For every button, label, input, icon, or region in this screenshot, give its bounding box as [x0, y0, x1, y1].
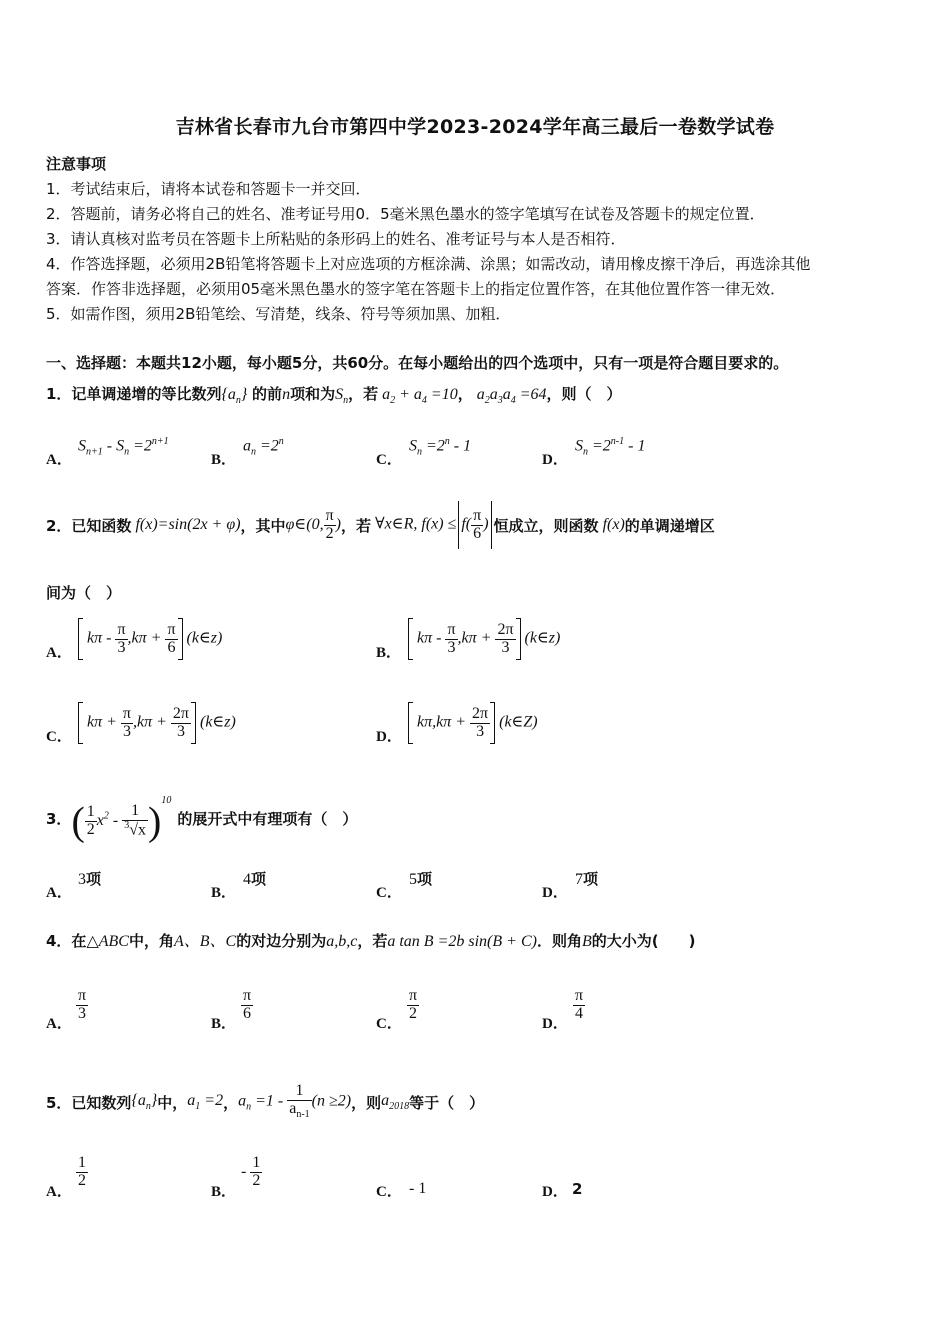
q2-option-a-label: A． [46, 645, 72, 661]
q4-option-b: $\frac{\pi}{6}$ [243, 987, 252, 1022]
notes-heading: 注意事项 [46, 155, 107, 173]
q5-option-c-label: C． [376, 1184, 402, 1200]
note-item: 4．作答选择题，必须用2B铅笔将答题卡上对应选项的方框涂满、涂黑；如需改动，请用橡皮擦干净后，再选涂其他 [46, 255, 811, 273]
question-3 [46, 790, 357, 846]
q3-option-d-value: 7 [575, 871, 583, 888]
q3-text: 的展开式中有理项有（ ） [177, 809, 358, 828]
q1-option-a-label: A． [46, 452, 72, 468]
q2-option-a: kπ - $\frac{\pi}{3}$ ,kπ + $\frac{\pi}{6}$ (k∈z) [78, 618, 222, 660]
q2-text: ，其中 [240, 516, 286, 535]
q3-option-d [575, 868, 598, 889]
q2-text: 恒成立，则函数 [493, 516, 599, 535]
q3-option-b [243, 868, 266, 889]
q1-text: 项和为 [290, 385, 336, 403]
q2-option-c-label: C． [46, 729, 72, 745]
q5-option-a: $\frac{1}{2}$ [78, 1154, 86, 1189]
q4-text: ．则角 [536, 932, 582, 950]
q5-text: ， [223, 1093, 239, 1112]
q1-text: ， [457, 385, 473, 403]
question-1 [46, 383, 622, 406]
q3-option-a-label: A． [46, 885, 72, 901]
q3-option-c-value: 5 [409, 871, 417, 888]
q1-text: ，若 [348, 385, 379, 403]
q1-math-seq: $\{a_n\}$ [221, 386, 248, 407]
q4-text: ，若 [357, 932, 388, 950]
q5-option-c: - 1 [409, 1180, 427, 1197]
q3-option-d-unit: 项 [583, 870, 599, 888]
q5-option-b-label: B． [211, 1184, 237, 1200]
q4-option-d-label: D． [542, 1016, 568, 1032]
q4-option-c: $\frac{\pi}{2}$ [409, 987, 418, 1022]
q4-math-angles: A、B、C [173, 933, 237, 950]
q3-option-c-unit: 项 [417, 870, 433, 888]
q4-option-d: $\frac{\pi}{4}$ [575, 987, 584, 1022]
q2-math-phi: φ∈(0, $\frac{\pi}{2}$ ) [285, 506, 341, 542]
q2-text: 2．已知函数 [46, 516, 132, 535]
q4-option-a: $\frac{\pi}{3}$ [78, 987, 87, 1022]
note-item: 5．如需作图，须用2B铅笔绘、写清楚，线条、符号等须加黑、加粗． [46, 305, 511, 323]
q1-option-b-label: B． [211, 452, 237, 468]
q3-number: 3． [46, 809, 72, 828]
q4-math-triangle: △ABC [86, 933, 129, 950]
q5-option-d-label: D． [542, 1184, 568, 1200]
q1-math-n: n [282, 386, 291, 403]
q5-math-seq: $\{a_n\}$ [131, 1091, 158, 1113]
q1-option-d: $S_n =2^{n-1} - 1$ [575, 436, 646, 458]
q2-text: 的单调递增区 [624, 516, 715, 535]
q3-option-a-unit: 项 [86, 870, 102, 888]
q3-option-c [409, 868, 432, 889]
q5-option-b: - $\frac{1}{2}$ [241, 1154, 261, 1189]
q4-text: 的对边分别为 [236, 932, 327, 950]
question-5 [46, 1074, 484, 1130]
q2-option-d: kπ,kπ + $\frac{2\pi}{3}$ (k∈Z) [408, 702, 538, 744]
q2-math-fx: f(x) [598, 516, 625, 533]
q3-option-d-label: D． [542, 885, 568, 901]
q1-option-c-label: C． [376, 452, 402, 468]
question-2 [46, 500, 715, 550]
q3-option-b-label: B． [211, 885, 237, 901]
q5-option-a-label: A． [46, 1184, 72, 1200]
q5-text: ，则 [351, 1093, 382, 1112]
q5-text: 中， [157, 1093, 188, 1112]
page-title: 吉林省长春市九台市第四中学2023-2024学年高三最后一卷数学试卷 [175, 116, 775, 138]
q3-option-a [78, 868, 101, 889]
q4-text: 的大小为( ) [591, 932, 696, 950]
q2-text: ，若 [340, 516, 371, 535]
q4-option-b-label: B． [211, 1016, 237, 1032]
q1-option-d-label: D． [542, 452, 568, 468]
q5-text: 5．已知数列 [46, 1093, 132, 1112]
q2-option-d-label: D． [376, 729, 402, 745]
q3-option-a-value: 3 [78, 871, 86, 888]
q3-math-expr: ( $\frac{1}{2}$ $x^2$ - $\frac{1}{^3√x}$ )$^{10}$ [71, 794, 172, 844]
q2-option-c: kπ + $\frac{\pi}{3}$ ,kπ + $\frac{2\pi}{3}$ (k∈z) [78, 702, 236, 744]
q4-math-b: B [581, 933, 592, 950]
note-item: 3．请认真核对监考员在答题卡上所粘贴的条形码上的姓名、准考证号与本人是否相符． [46, 230, 626, 248]
q4-option-c-label: C． [376, 1016, 402, 1032]
q3-option-c-label: C． [376, 885, 402, 901]
q2-option-b-label: B． [376, 645, 402, 661]
section-heading: 一、选择题：本题共12小题，每小题5分，共60分。在每小题给出的四个选项中，只有一项是符合题目要求的。 [46, 354, 789, 372]
q4-text: 4．在 [46, 932, 87, 950]
q5-math-rec: $a_n =1$ - $\frac{1}{a_{n-1}}$ (n ≥2) [238, 1082, 352, 1121]
q2-option-b: kπ - $\frac{\pi}{3}$ ,kπ + $\frac{2\pi}{3}$ (k∈z) [408, 618, 560, 660]
note-item: 2．答题前，请务必将自己的姓名、准考证号用0．5毫米黑色墨水的签字笔填写在试卷及答题卡的规定位置． [46, 205, 765, 223]
q1-math-cond2: $a_2a_3a_4 =64$ [472, 386, 547, 407]
q3-option-b-unit: 项 [251, 870, 267, 888]
question-4 [46, 928, 695, 951]
q4-math-cond: a tan B =2b sin(B + C) [387, 933, 537, 950]
q2-math-cond: ∀x∈R, f(x) ≤ f( $\frac{\pi}{6}$ ) [371, 501, 494, 549]
q2-text-cont: 间为（ ） [46, 584, 122, 602]
q1-text: 1．记单调递增的等比数列 [46, 385, 222, 403]
q5-option-d: 2 [572, 1180, 583, 1198]
q2-math-func: f(x)=sin(2x + φ) [131, 516, 241, 533]
q4-math-sides: a,b,c [326, 933, 358, 950]
q3-option-b-value: 4 [243, 871, 251, 888]
q1-option-a: $S_{n+1} - S_n =2^{n+1}$ [78, 436, 169, 458]
q1-math-cond1: $a_2 + a_4 =10$ [378, 386, 458, 407]
q1-option-b: $a_n =2^n$ [243, 436, 284, 458]
q1-math-sn: $S_n$ [335, 386, 349, 407]
q5-math-a1: $a_1 =2$ [187, 1091, 224, 1113]
q4-option-a-label: A． [46, 1016, 72, 1032]
note-item: 1．考试结束后，请将本试卷和答题卡一并交回． [46, 180, 371, 198]
q5-math-a2018: $a_{2018}$ [381, 1091, 410, 1113]
q5-text: 等于（ ） [409, 1093, 485, 1112]
q1-text: 的前 [252, 385, 283, 403]
q1-option-c: $S_n =2^n - 1$ [409, 436, 472, 458]
note-item: 答案．作答非选择题，必须用05毫米黑色墨水的签字笔在答题卡上的指定位置作答，在其他位置作答一律无效． [46, 280, 786, 298]
q1-text: ，则（ ） [546, 385, 622, 403]
q4-text: 中，角 [128, 932, 174, 950]
